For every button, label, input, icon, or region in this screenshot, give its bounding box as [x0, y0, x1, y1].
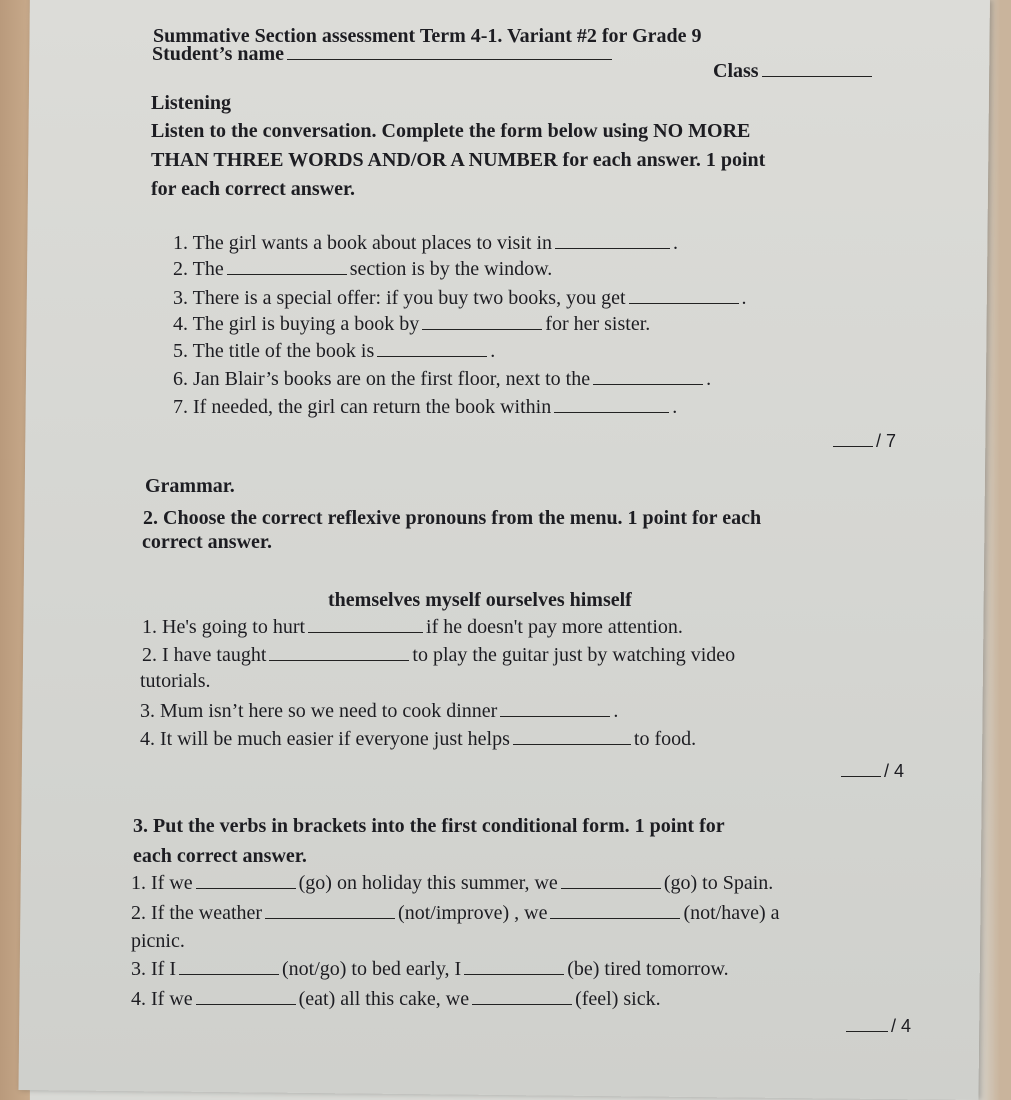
answer-blank[interactable] [422, 313, 542, 330]
text: . [672, 396, 678, 418]
listening-score [830, 430, 896, 452]
conditional-item [131, 958, 729, 981]
text: for her sister. [545, 313, 651, 335]
grammar-item [142, 616, 683, 639]
answer-blank[interactable] [179, 958, 279, 975]
answer-blank[interactable] [833, 430, 873, 447]
word-bank [328, 589, 632, 612]
text: / 7 [876, 431, 897, 451]
conditional-item [131, 872, 773, 895]
answer-blank[interactable] [472, 988, 572, 1005]
listening-item [173, 368, 711, 391]
text: . [741, 287, 747, 309]
grammar-heading [145, 475, 235, 498]
text: 2. The [173, 258, 224, 280]
text: Class [713, 60, 759, 82]
text: (not/have) a [683, 902, 780, 924]
listening-item [173, 340, 495, 363]
text: 3. Put the verbs in brackets into the first conditional form. 1 point for [133, 815, 725, 837]
text: 7. If needed, the girl can return the book within [173, 396, 552, 418]
answer-blank[interactable] [554, 396, 669, 413]
text: Student’s name [152, 43, 285, 65]
text: Listen to the conversation. Complete the form below using NO MORE [151, 120, 751, 142]
answer-blank[interactable] [846, 1015, 888, 1032]
grammar-item [142, 644, 735, 667]
answer-blank[interactable] [287, 43, 612, 60]
conditional-instructions [133, 845, 307, 868]
text: themselves myself ourselves himself [328, 589, 632, 611]
text: to food. [633, 728, 697, 750]
listening-instructions [151, 178, 355, 201]
text: Grammar. [145, 475, 235, 497]
listening-instructions [151, 120, 750, 143]
text: (eat) all this cake, we [298, 988, 470, 1010]
answer-blank[interactable] [196, 988, 296, 1005]
answer-blank[interactable] [464, 958, 564, 975]
grammar-instructions [142, 531, 272, 554]
answer-blank[interactable] [196, 872, 296, 889]
text: 6. Jan Blair’s books are on the first floor, next to the [173, 368, 591, 390]
answer-blank[interactable] [555, 232, 670, 249]
text: to play the guitar just by watching video [412, 644, 736, 666]
text: . [490, 340, 496, 362]
answer-blank[interactable] [308, 616, 423, 633]
text: 5. The title of the book is [173, 340, 375, 362]
grammar-item [140, 700, 618, 723]
listening-item [173, 313, 650, 336]
text: picnic. [131, 930, 185, 952]
listening-item [173, 258, 552, 281]
grammar-item [140, 728, 696, 751]
answer-blank[interactable] [561, 872, 661, 889]
answer-blank[interactable] [500, 700, 610, 717]
text: (go) on holiday this summer, we [298, 872, 558, 894]
text: section is by the window. [349, 258, 553, 280]
text: / 4 [891, 1016, 912, 1036]
answer-blank[interactable] [593, 368, 703, 385]
answer-blank[interactable] [269, 644, 409, 661]
text: 3. If I [131, 958, 176, 980]
text: 2. I have taught [142, 644, 267, 666]
text: 4. If we [131, 988, 193, 1010]
text: (not/improve) , we [398, 902, 548, 924]
answer-blank[interactable] [513, 728, 631, 745]
answer-blank[interactable] [629, 287, 739, 304]
listening-item [173, 396, 677, 419]
text: tutorials. [140, 670, 211, 692]
conditional-instructions [133, 815, 725, 838]
text: 1. The girl wants a book about places to visit in [173, 232, 553, 254]
text: 1. He's going to hurt [142, 616, 306, 638]
answer-blank[interactable] [377, 340, 487, 357]
listening-item [173, 287, 747, 310]
text: correct answer. [142, 531, 272, 553]
text: 4. It will be much easier if everyone just helps [140, 728, 510, 750]
text: for each correct answer. [151, 178, 356, 200]
text: / 4 [884, 761, 905, 781]
listening-heading [151, 92, 231, 115]
conditional-item [131, 902, 780, 925]
text: (feel) sick. [575, 988, 661, 1010]
text: 2. If the weather [131, 902, 263, 924]
text: 2. Choose the correct reflexive pronouns from the menu. 1 point for each [143, 507, 762, 529]
text: Summative Section assessment Term 4-1. Variant #2 for Grade 9 [153, 25, 702, 47]
text: if he doesn't pay more attention. [426, 616, 683, 638]
text: THAN THREE WORDS AND/OR A NUMBER for each answer. 1 point [151, 149, 766, 171]
answer-blank[interactable] [227, 258, 347, 275]
student-name-field [152, 43, 615, 66]
text: (go) to Spain. [663, 872, 774, 894]
listening-item [173, 232, 678, 255]
text: Listening [151, 92, 232, 114]
text: (be) tired tomorrow. [567, 958, 729, 980]
grammar-item [140, 670, 211, 693]
text: 3. There is a special offer: if you buy two books, you get [173, 287, 626, 309]
text: . [613, 700, 619, 722]
text: 3. Mum isn’t here so we need to cook dinner [140, 700, 498, 722]
grammar-score [838, 760, 904, 782]
text: 4. The girl is buying a book by [173, 313, 420, 335]
text: (not/go) to bed early, I [281, 958, 462, 980]
listening-instructions [151, 149, 765, 172]
answer-blank[interactable] [762, 60, 872, 77]
class-field [713, 60, 875, 83]
text: . [706, 368, 712, 390]
text: 1. If we [131, 872, 193, 894]
conditional-item [131, 988, 661, 1011]
conditional-score [843, 1015, 911, 1037]
answer-blank[interactable] [841, 760, 881, 777]
text: . [673, 232, 679, 254]
text: each correct answer. [133, 845, 307, 867]
conditional-item [131, 930, 185, 953]
answer-blank[interactable] [550, 902, 680, 919]
grammar-instructions [143, 507, 761, 530]
answer-blank[interactable] [265, 902, 395, 919]
